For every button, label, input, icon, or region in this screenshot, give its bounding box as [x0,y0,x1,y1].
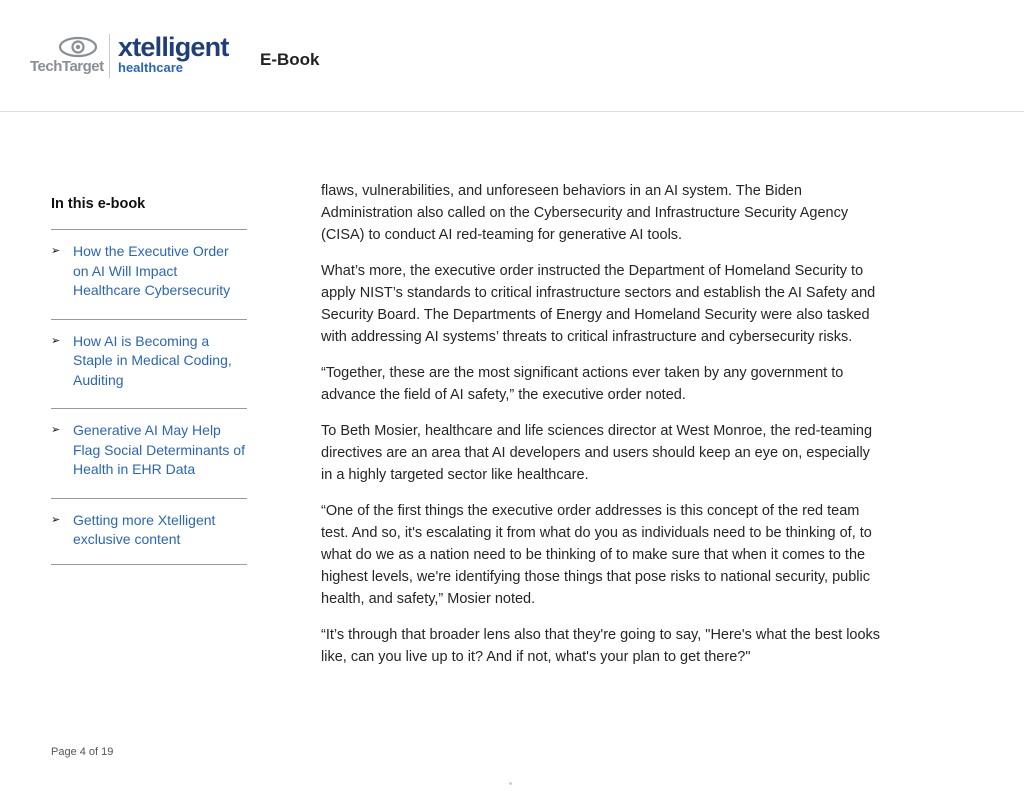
arrow-bullet-icon: ➢ [51,424,61,436]
paragraph: “One of the first things the executive order addresses is this concept of the red team test. And so, it's escalating it from what do you as individuals need to be thinking of, to what do we as a nation need to be thinking of to make sure that when it comes to the highest levels, we're identifying those things that pose risks to national security, public health, and safety,” Mosier noted. [321,503,872,607]
paragraph: What’s more, the executive order instructed the Department of Homeland Security to apply NIST’s standards to critical infrastructure sectors and establish the AI Safety and Security Board. The Departments of Energy and Homeland Security were also tasked with addressing AI systems’ threats to critical infrastructure and cybersecurity risks. [321,263,876,345]
arrow-bullet-icon: ➢ [51,334,61,347]
divider [51,564,247,565]
toc-item-executive-order[interactable] [51,230,247,319]
toc-link[interactable]: How AI is Becoming a Staple in Medical Coding, Auditing [73,332,232,388]
toc-link[interactable]: Getting more Xtelligent exclusive content [73,511,216,547]
arrow-bullet-icon: ➢ [51,245,61,257]
article-body [321,180,881,682]
page-number: Page 4 of 19 [51,746,114,758]
brand-name: xtelligent [118,32,229,62]
logo-divider [109,34,110,78]
ebook-label: E-Book [260,50,320,69]
paragraph: flaws, vulnerabilities, and unforeseen behaviors in an AI system. The Biden Administration also called on the Cybersecurity and Infrastructure Security Agency (CISA) to conduct AI red-teaming for generative AI tools. [321,183,849,243]
toc-link[interactable]: How the Executive Order on AI Will Impact Healthcare Cybersecurity [73,243,231,298]
paragraph: “Together, these are the most significant actions ever taken by any government to advance the field of AI safety,” the executive order noted. [321,365,844,403]
page-header [0,0,1024,112]
paragraph: To Beth Mosier, healthcare and life sciences director at West Monroe, the red-teaming directives are an area that AI developers and users should keep an eye on, especially in a highly targeted sector like healthcare. [321,423,873,483]
sidebar-toc [51,196,247,565]
eye-icon [58,36,98,58]
sidebar-title: In this e-book [51,196,146,212]
xtelligent-logo [118,34,229,74]
toc-item-exclusive-content[interactable] [51,499,247,564]
arrow-bullet-icon: ➢ [51,513,61,526]
toc-item-social-determinants[interactable] [51,409,247,498]
paragraph: “It’s through that broader lens also that they're going to say, "Here's what the best looks like, can you live up to it? And if not, what's your plan to get there?" [321,627,881,665]
toc-item-medical-coding[interactable] [51,320,247,409]
toc-link[interactable]: Generative AI May Help Flag Social Determinants of Health in EHR Data [73,422,245,477]
footer-dot [509,782,512,785]
techtarget-logo [30,36,104,78]
techtarget-wordmark: TechTarget [30,58,104,75]
brand-subtitle: healthcare [118,60,184,75]
